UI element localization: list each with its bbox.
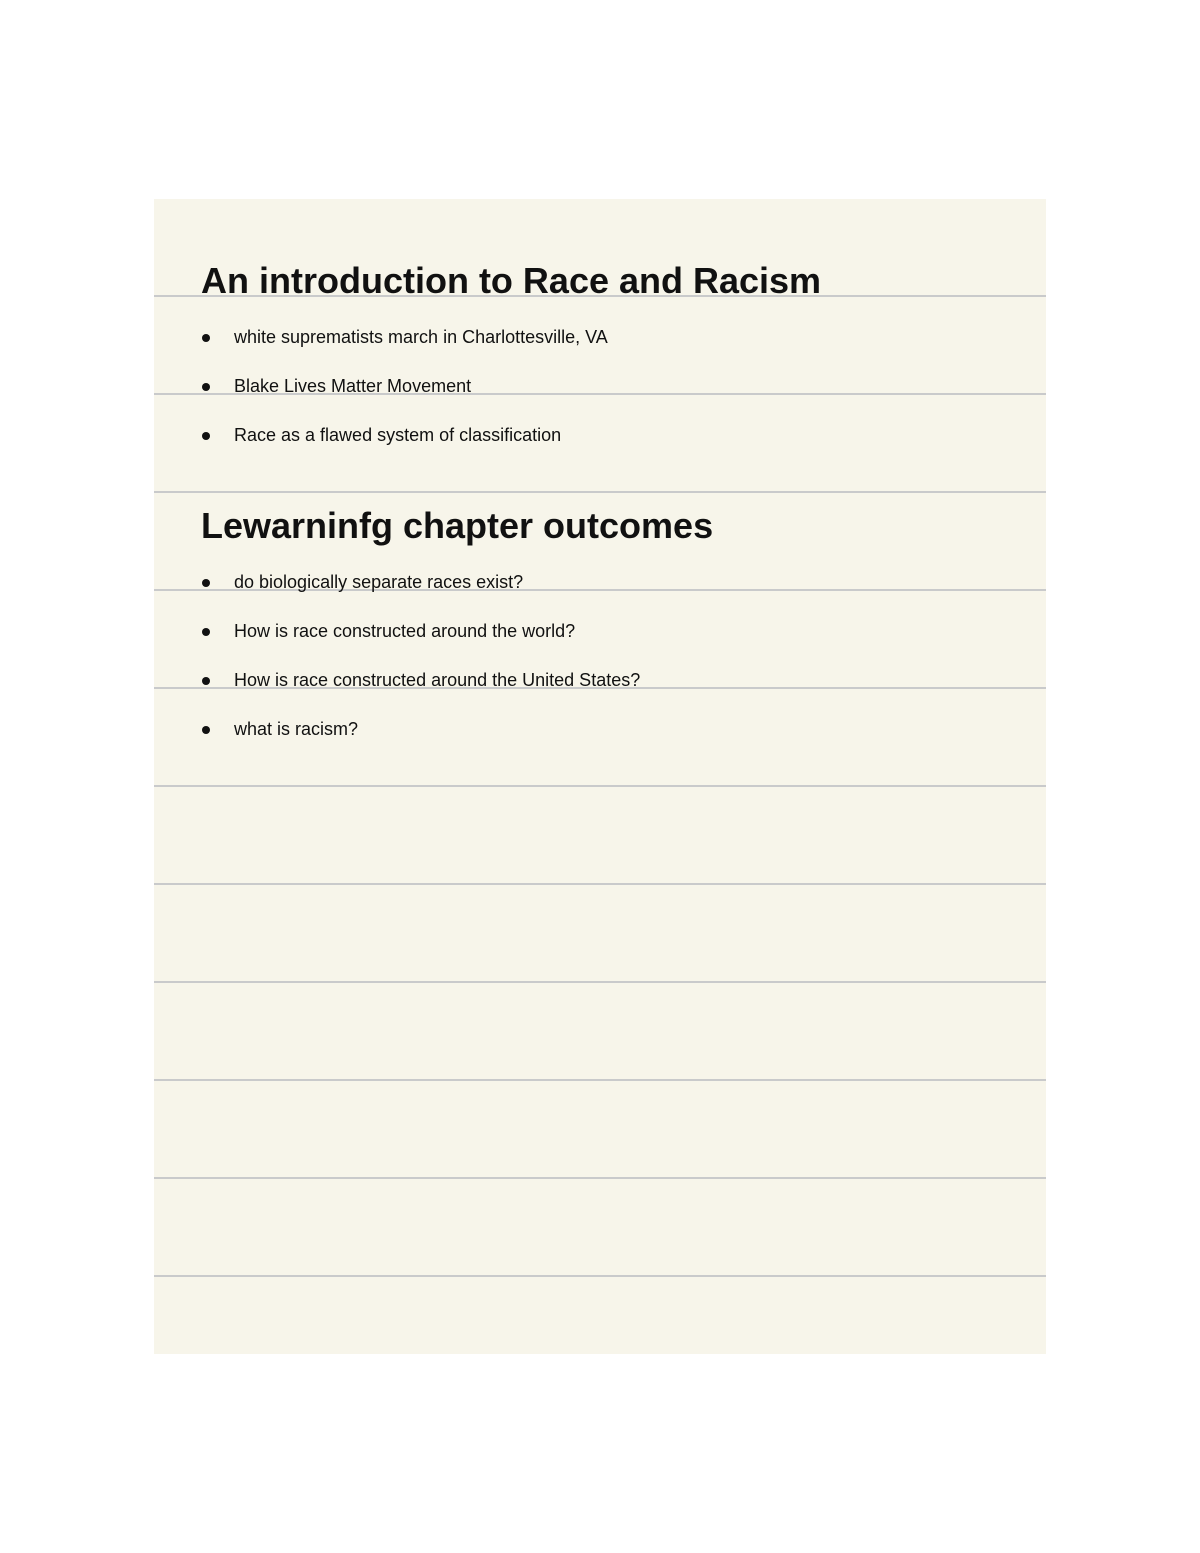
bullet-icon [202, 432, 210, 440]
outcomes-bullet-list [201, 572, 640, 768]
bullet-icon [202, 628, 210, 636]
section-heading-outcomes: Lewarninfg chapter outcomes [201, 505, 714, 546]
list-item [201, 572, 640, 621]
list-item-text: what is racism? [234, 719, 359, 739]
bullet-icon [202, 383, 210, 391]
list-item-text: How is race constructed around the world? [234, 621, 576, 641]
list-item [201, 621, 640, 670]
list-item-text: do biologically separate races exist? [234, 572, 524, 592]
intro-bullet-list [201, 327, 608, 474]
list-item [201, 670, 640, 719]
list-item [201, 327, 608, 376]
list-item [201, 719, 640, 768]
section-heading-intro: An introduction to Race and Racism [201, 260, 822, 301]
bullet-icon [202, 677, 210, 685]
list-item-text: How is race constructed around the United States? [234, 670, 641, 690]
list-item [201, 425, 608, 474]
bullet-icon [202, 334, 210, 342]
list-item [201, 376, 608, 425]
notebook-page [154, 199, 1046, 1354]
list-item-text: white suprematists march in Charlottesville, VA [234, 327, 608, 347]
list-item-text: Race as a flawed system of classification [234, 425, 562, 445]
bullet-icon [202, 579, 210, 587]
list-item-text: Blake Lives Matter Movement [234, 376, 472, 396]
bullet-icon [202, 726, 210, 734]
